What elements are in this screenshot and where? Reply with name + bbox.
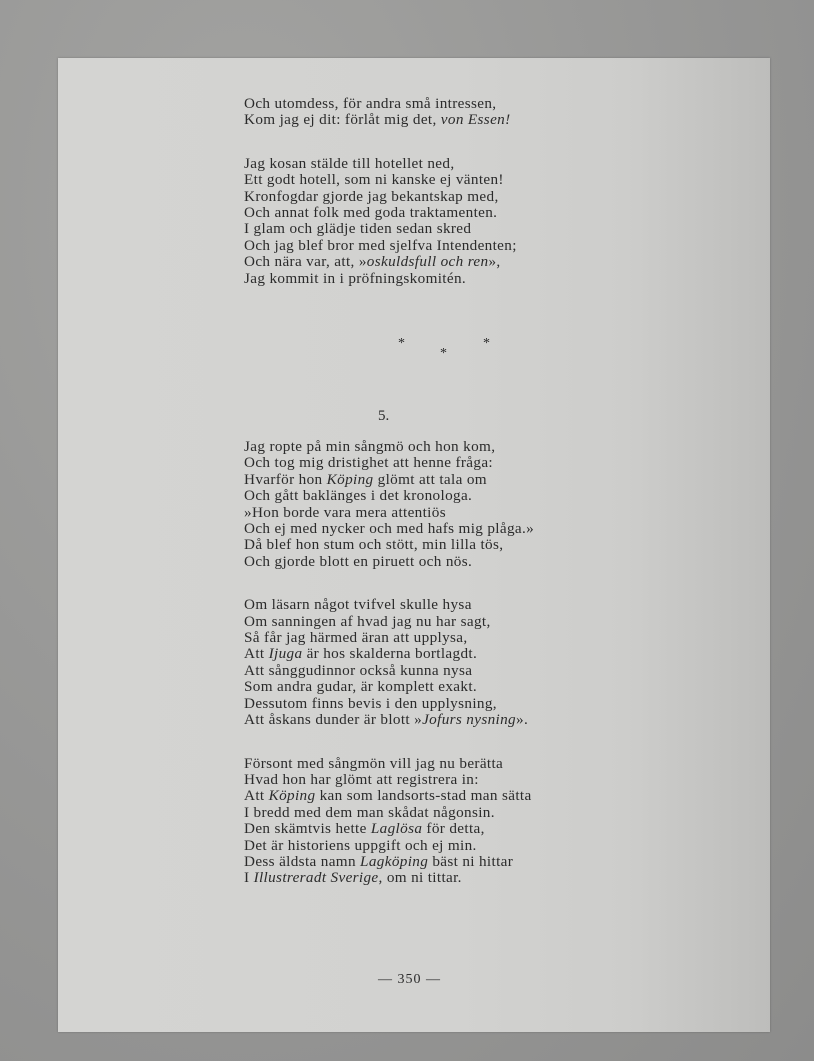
italic-text: Illustreradt Sverige, — [253, 869, 383, 887]
italic-text: oskuldsfull och ren — [366, 253, 489, 271]
line-text: Och jag blef bror med sjelfva Intendenten; — [244, 236, 517, 254]
asterisk-right: * — [483, 336, 490, 351]
line-text: Kom jag ej dit: förlåt mig det, — [244, 111, 441, 129]
poem-line — [244, 488, 534, 504]
italic-text: Lagköping — [360, 852, 429, 870]
line-text: är hos skalderna bortlagdt. — [302, 645, 478, 663]
italic-text: Laglösa — [370, 820, 423, 838]
line-text: om ni tittar. — [382, 869, 462, 887]
stanza — [244, 597, 534, 728]
line-text: för detta, — [422, 820, 485, 838]
poem-line — [244, 521, 534, 537]
poem-line — [244, 554, 534, 570]
line-text: Och annat folk med goda traktamenten. — [244, 204, 498, 222]
line-text: I bredd med dem man skådat någonsin. — [244, 803, 495, 821]
poem-line — [244, 663, 534, 679]
poem-block-bottom — [244, 439, 534, 887]
line-text: Och gått baklänges i det kronologa. — [244, 487, 473, 505]
line-text: Det är historiens uppgift och ej min. — [244, 836, 477, 854]
poem-line — [244, 156, 517, 172]
poem-line — [244, 472, 534, 488]
line-text: »Hon borde vara mera attentiös — [244, 503, 446, 521]
poem-line — [244, 221, 517, 237]
italic-text: Köping — [268, 787, 316, 805]
line-text: Jag kosan stälde till hotellet ned, — [244, 154, 455, 172]
poem-line — [244, 505, 534, 521]
line-text: Så får jag härmed äran att upplysa, — [244, 629, 468, 647]
poem-line — [244, 614, 534, 630]
line-text: », — [488, 253, 501, 271]
line-text: Och gjorde blott en piruett och nös. — [244, 552, 473, 570]
line-text: ». — [516, 711, 529, 729]
poem-line — [244, 439, 534, 455]
poem-line — [244, 838, 534, 854]
line-text: Jag kommit in i pröfningskomitén. — [244, 269, 467, 287]
line-text: Då blef hon stum och stött, min lilla tös, — [244, 536, 504, 554]
poem-line — [244, 271, 517, 287]
line-text: Dessutom finns bevis i den upplysning, — [244, 694, 497, 712]
poem-line — [244, 630, 534, 646]
poem-line — [244, 805, 534, 821]
poem-line — [244, 96, 517, 112]
line-text: Försont med sångmön vill jag nu berätta — [244, 754, 504, 772]
stanza — [244, 756, 534, 887]
line-text: Om läsarn något tvifvel skulle hysa — [244, 596, 472, 614]
line-text: kan som landsorts-stad man sätta — [315, 787, 532, 805]
italic-text: Jofurs nysning — [422, 711, 517, 729]
page-number: — 350 — — [378, 972, 441, 987]
poem-line — [244, 172, 517, 188]
stanza — [244, 439, 534, 570]
line-text: Dess äldsta namn — [244, 852, 361, 870]
poem-line — [244, 205, 517, 221]
line-text: Kronfogdar gjorde jag bekantskap med, — [244, 187, 499, 205]
poem-line — [244, 254, 517, 270]
line-text: Och tog mig dristighet att henne fråga: — [244, 454, 493, 472]
italic-text: Köping — [326, 470, 374, 488]
italic-text: von Essen! — [440, 111, 511, 129]
line-text: glömt att tala om — [373, 470, 487, 488]
italic-text: Ijuga — [268, 645, 303, 663]
line-text: Att åskans dunder är blott » — [244, 711, 423, 729]
section-divider-asterisks — [398, 336, 518, 376]
line-text: Hvarför hon — [244, 470, 327, 488]
line-text: Att — [244, 645, 269, 663]
line-text: bäst ni hittar — [428, 852, 514, 870]
poem-line — [244, 679, 534, 695]
poem-line — [244, 788, 534, 804]
asterisk-left: * — [398, 336, 405, 351]
poem-line — [244, 712, 534, 728]
line-text: Och ej med nycker och med hafs mig plåga.» — [244, 520, 535, 538]
poem-line — [244, 597, 534, 613]
poem-line — [244, 821, 534, 837]
poem-line — [244, 772, 534, 788]
poem-line — [244, 112, 517, 128]
poem-line — [244, 189, 517, 205]
line-text: Som andra gudar, är komplett exakt. — [244, 678, 478, 696]
book-page — [58, 58, 770, 1032]
line-text: Och utomdess, för andra små intressen, — [244, 95, 497, 112]
poem-line — [244, 537, 534, 553]
line-text: Att — [244, 787, 269, 805]
poem-block-top — [244, 96, 517, 287]
asterisk-middle: * — [440, 346, 447, 361]
stanza — [244, 96, 517, 129]
line-text: I — [244, 869, 254, 887]
line-text: Ett godt hotell, som ni kanske ej vänten! — [244, 171, 504, 189]
poem-line — [244, 455, 534, 471]
poem-line — [244, 854, 534, 870]
stanza — [244, 156, 517, 287]
poem-line — [244, 646, 534, 662]
line-text: Och nära var, att, » — [244, 253, 367, 271]
line-text: I glam och glädje tiden sedan skred — [244, 220, 472, 238]
section-number: 5. — [378, 408, 390, 424]
line-text: Att sånggudinnor också kunna nysa — [244, 661, 473, 679]
line-text: Om sanningen af hvad jag nu har sagt, — [244, 612, 491, 630]
poem-line — [244, 238, 517, 254]
line-text: Den skämtvis hette — [244, 820, 371, 838]
line-text: Hvad hon har glömt att registrera in: — [244, 770, 479, 788]
poem-line — [244, 696, 534, 712]
line-text: Jag ropte på min sångmö och hon kom, — [244, 438, 496, 455]
poem-line — [244, 870, 534, 886]
poem-line — [244, 756, 534, 772]
